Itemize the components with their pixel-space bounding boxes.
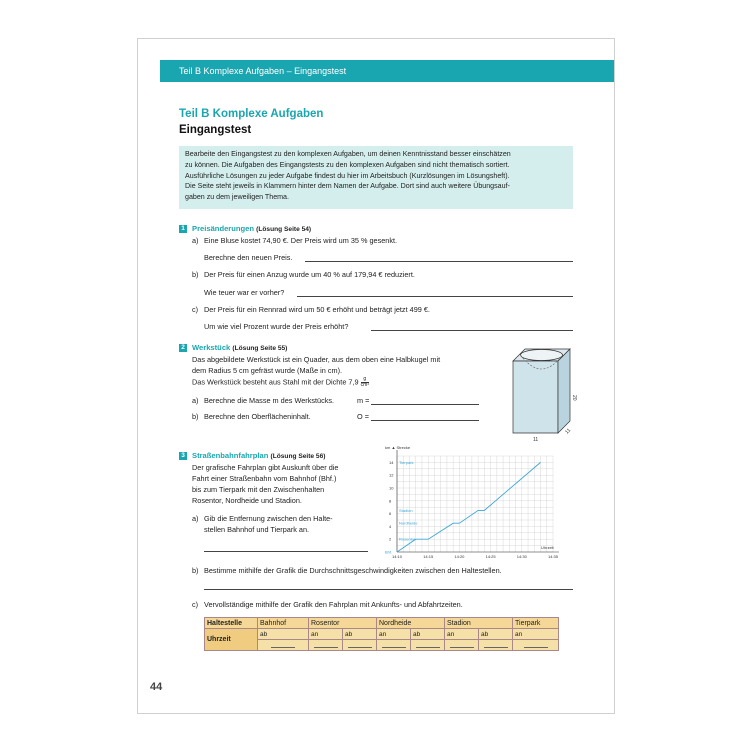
task1-c-label: c) [192,305,199,314]
task1-c-question: Um wie viel Prozent wurde der Preis erhöht? [204,322,349,331]
task1-b-label: b) [192,270,199,279]
workpiece-illustration [503,339,583,445]
intro-line: Bearbeite den Eingangstest zu den komplexen Aufgaben, um deinen Kenntnisstand besser einschätzen [185,150,511,158]
task3-b-label: b) [192,566,199,575]
intro-box [179,146,573,209]
task1-c-answer-line[interactable] [371,330,573,331]
table-row [205,640,559,651]
task2-line3 [192,377,369,388]
task-number-2: 2 [179,344,187,352]
intro-line: Die Seite steht jeweils in Klammern hinter dem Namen der Aufgabe. Dort sind auch weitere Übungsauf- [185,182,510,191]
y-tick-label: 2 [389,536,392,542]
task1-a-answer-line[interactable] [305,261,573,262]
task3-a-text1: Gib die Entfernung zwischen den Halte- [204,514,333,523]
table-blank-cell[interactable] [445,640,479,651]
task1-a-label: a) [192,236,199,245]
task3-title-text: Straßenbahnfahrplan [192,451,269,460]
table-blank-cell[interactable] [411,640,445,651]
task2-b-var: O = [357,412,369,421]
task1-a-text: Eine Bluse kostet 74,90 €. Der Preis wird um 35 % gesenkt. [204,236,398,245]
task2-b-text: Berechne den Oberflächeninhalt. [204,412,311,421]
task3-line: Der grafische Fahrplan gibt Auskunft über die [192,463,339,472]
table-an: an [445,629,479,640]
table-blank-cell[interactable] [479,640,513,651]
task2-title [192,343,287,352]
task1-b-answer-line[interactable] [297,296,573,297]
task1-b-question: Wie teuer war er vorher? [204,288,285,297]
timetable-chart [383,444,568,568]
task3-line: bis zum Tierpark mit den Zwischenhalten [192,485,325,494]
task1-a-question: Berechne den neuen Preis. [204,253,293,262]
table-row [205,618,559,629]
table-ab: ab [479,629,513,640]
table-blank-cell[interactable] [309,640,343,651]
task-number-3: 3 [179,452,187,460]
table-blank-cell[interactable] [513,640,559,651]
y-axis-label: km ▲ Strecke [385,445,411,450]
station-label: Stadion [399,507,413,513]
table-station: Tierpark [513,618,559,629]
x-axis-label: Uhrzeit [541,545,554,550]
page-title: Teil B Komplexe Aufgaben [179,108,324,120]
table-ab: ab [411,629,445,640]
workbook-page [137,38,615,714]
cuboid-front-face [513,361,558,433]
y-tick-label: 6 [389,511,392,517]
density-unit-num: g [361,377,369,383]
intro-line: Ausführliche Lösungen zu jeder Aufgabe findest du hier im Arbeitsbuch (Kurzlösungen im Lösungsheft). [185,171,510,180]
task3-a-answer-line[interactable] [204,551,368,552]
table-blank-cell[interactable] [258,640,309,651]
x-tick-label: 14:20 [454,554,465,559]
x-tick-label: 14:30 [516,554,527,559]
task1-c-text: Der Preis für ein Rennrad wird um 50 € erhöht und beträgt jetzt 499 €. [204,305,430,314]
table-row [205,629,559,640]
y-tick-label: 10 [389,485,394,491]
table-an: an [377,629,411,640]
task2-a-label: a) [192,396,199,405]
table-station: Bahnhof [258,618,309,629]
task2-line2: dem Radius 5 cm gefräst wurde (Maße in cm). [192,366,343,375]
task2-title-text: Werkstück [192,343,231,352]
task2-a-text: Berechne die Masse m des Werkstücks. [204,396,335,405]
y-tick-label: 14 [389,459,394,465]
station-label: Rosentor [399,536,416,542]
table-row-head: Uhrzeit [205,629,258,651]
y-tick-label: 8 [389,498,392,504]
station-label: Tierpark [399,459,414,465]
x-tick-label: 14:25 [485,554,496,559]
task3-a-text2: stellen Bahnhof und Tierpark an. [204,525,310,534]
timetable-table [204,617,559,651]
chart-grid [397,456,553,552]
page-subtitle: Eingangstest [179,124,252,136]
y-tick-label: 12 [389,472,394,478]
table-blank-cell[interactable] [377,640,411,651]
x-tick-label: 14:10 [392,554,403,559]
station-label: Nordheide [399,520,418,526]
task3-line: Rosentor, Nordheide und Stadion. [192,496,302,505]
density-unit [361,377,369,388]
table-ab: ab [258,629,309,640]
task3-title [192,451,325,460]
task2-solution-ref: (Lösung Seite 55) [232,345,288,352]
table-station: Nordheide [377,618,445,629]
x-tick-label: 14:35 [548,554,559,559]
header-bar: Teil B Komplexe Aufgaben – Eingangstest [160,60,614,82]
task3-b-text: Bestimme mithilfe der Grafik die Durchschnittsgeschwindigkeiten zwischen den Haltestellen. [204,566,502,575]
task2-line3-text: Das Werkstück besteht aus Stahl mit der Dichte 7,9 [192,377,359,387]
task1-b-text: Der Preis für einen Anzug wurde um 40 % auf 179,94 € reduziert. [204,270,415,279]
dim-depth: 11 [564,427,573,436]
task2-a-var: m = [357,396,370,405]
task2-line1: Das abgebildete Werkstück ist ein Quader, aus dem oben eine Halbkugel mit [192,355,441,364]
table-station: Stadion [445,618,513,629]
table-blank-cell[interactable] [343,640,377,651]
task1-title [192,224,311,233]
density-unit-den: cm³ [360,382,369,388]
task3-a-label: a) [192,514,199,523]
task1-title-text: Preisänderungen [192,224,255,233]
task1-solution-ref: (Lösung Seite 54) [256,226,312,233]
dim-width: 11 [533,437,539,443]
task3-c-label: c) [192,600,199,609]
table-ab: ab [343,629,377,640]
x-tick-label: 14:15 [423,554,434,559]
intro-line: gaben zu dem jeweiligen Thema. [185,193,289,202]
y-tick-label: 4 [389,523,392,529]
intro-line: zu können. Die Aufgaben des Eingangstests zu den komplexen Aufgaben sind nicht thematisch sortiert. [185,160,510,169]
table-an: an [309,629,343,640]
task3-c-text: Vervollständige mithilfe der Grafik den Fahrplan mit Ankunfts- und Abfahrtzeiten. [204,600,463,609]
task2-a-answer-line[interactable] [371,404,479,405]
task3-solution-ref: (Lösung Seite 56) [270,453,326,460]
task3-line: Fahrt einer Straßenbahn vom Bahnhof (Bhf.) [192,474,337,483]
dim-height: 20 [571,395,577,401]
task2-b-label: b) [192,412,199,421]
task2-b-answer-line[interactable] [371,420,479,421]
task3-b-answer-line[interactable] [204,589,573,590]
table-col-head: Haltestelle [205,618,258,629]
table-station: Rosentor [309,618,377,629]
task-number-1: 1 [179,225,187,233]
hemisphere-opening [521,350,563,361]
station-label: Bhf. [385,549,393,555]
page-number: 44 [150,681,163,693]
table-an: an [513,629,559,640]
